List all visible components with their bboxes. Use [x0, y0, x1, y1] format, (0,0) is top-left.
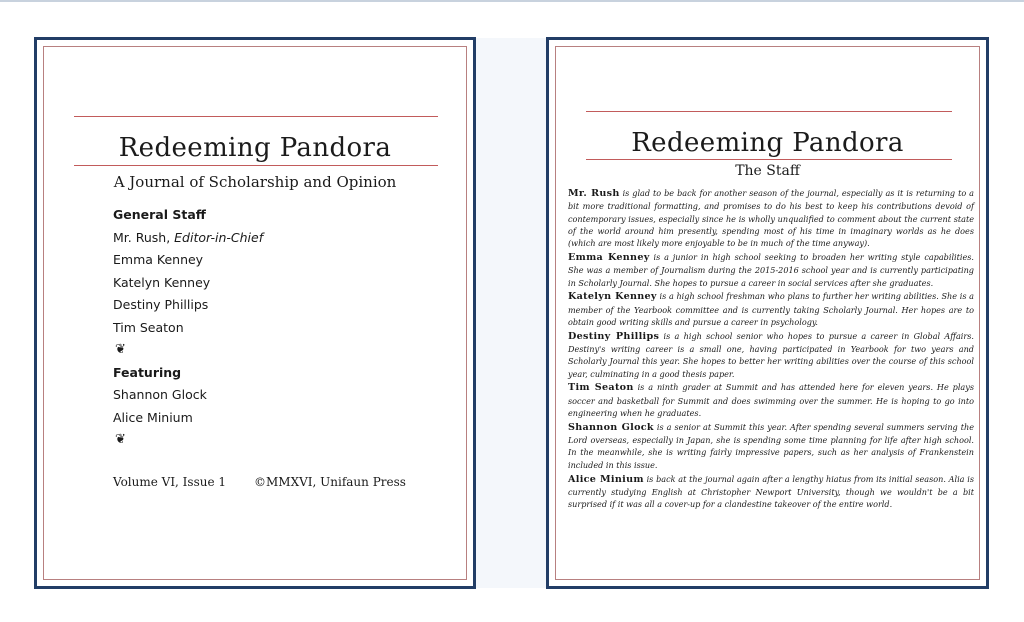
copyright: ©MMXVI, Unifaun Press	[254, 475, 406, 489]
fleuron-ornament-icon: ❦	[115, 432, 126, 447]
page-subtitle: A Journal of Scholarship and Opinion	[113, 173, 397, 191]
featured-item: Alice Minium	[113, 409, 193, 425]
bio-paragraph	[568, 251, 974, 289]
general-staff-heading: General Staff	[113, 207, 206, 222]
bio-paragraph	[568, 187, 974, 249]
left-page-inner-frame	[43, 46, 467, 580]
page-subtitle: The Staff	[735, 163, 800, 179]
title-rule-top	[74, 116, 438, 117]
bio-text: is a high school freshman who plans to further her writing abilities. She is a member of the Yearbook committee and is currently taking Scholarly Journal. Her hopes are to obtain good writing skills and pursue a career in psychology.	[568, 291, 974, 327]
staff-item: Emma Kenney	[113, 252, 204, 267]
volume-issue: Volume VI, Issue 1	[113, 475, 227, 489]
bio-text: is back at the journal again after a lengthy hiatus from its initial season. Alia is currently studying English at Christopher Newport University, though we wouldn't be a bit surprised if it was all a cover-up for a clandestine takeover of the entire world.	[568, 473, 974, 510]
page-title: Redeeming Pandora	[118, 133, 392, 163]
bio-name: Tim Seaton	[568, 382, 634, 394]
bio-name: Mr. Rush	[568, 188, 620, 199]
bio-name: Shannon Glock	[568, 421, 654, 433]
right-page-inner-frame	[555, 46, 980, 580]
right-page[interactable]	[546, 37, 989, 589]
bio-text: is a senior at Summit this year. After spending several summers serving the Lord overseas, especially in Japan, she is spending some time planning for life after high school. In the meanwhile, she is writing fairly impressive papers, such as her analysis of Frankenstein included in this issue.	[568, 421, 974, 470]
staff-item: Katelyn Kenney	[113, 274, 211, 290]
title-rule-bottom	[586, 159, 952, 160]
bio-paragraph	[568, 330, 974, 380]
bio-text: is a high school senior who hopes to pursue a career in Global Affairs. Destiny's writing career is a small one, having participated in Yearbook for two years and Scholarly Journal this year. She hopes to better her writing abilities over the course of this school year, culminating in a good thesis paper.	[568, 330, 974, 379]
staff-name: Mr. Rush,	[113, 229, 175, 245]
featuring-heading: Featuring	[113, 364, 182, 380]
bio-paragraph	[568, 290, 974, 328]
staff-role: Editor-in-Chief	[174, 229, 264, 245]
fleuron-ornament-icon: ❦	[115, 342, 126, 357]
bio-paragraph	[568, 421, 974, 471]
bio-text: is a junior in high school seeking to broaden her writing style capabilities. She was a member of Journalism during the 2015-2016 school year and is currently participating in Scholarly Journal. She hopes to pursue a career in social services after she graduates.	[568, 251, 974, 288]
staff-list	[113, 204, 453, 452]
staff-item	[113, 227, 453, 250]
bio-name: Emma Kenney	[568, 251, 650, 263]
bio-text: is glad to be back for another season of the journal, especially as it is returning to a bit more traditional formatting, and promises to do his best to keep his contributions devoid of contemporary issues, especially since he is wholly unqualified to comment about the current state of the world around him presently, spending most of his time in imaginary worlds as he does (which are most likely more enjoyable to be in much of the time anyway).	[568, 188, 974, 249]
bio-text: is a ninth grader at Summit and has attended here for eleven years. He plays soccer and basketball for Summit and does swimming over the summer. He is hoping to go into engineering when he graduates.	[568, 382, 974, 419]
bio-name: Destiny Phillips	[568, 330, 660, 342]
featured-item: Shannon Glock	[113, 387, 207, 402]
left-page[interactable]	[34, 37, 476, 589]
top-rule	[0, 0, 1024, 2]
staff-bios	[568, 187, 974, 512]
page-title: Redeeming Pandora	[631, 128, 904, 158]
staff-item: Destiny Phillips	[113, 297, 209, 312]
staff-item: Tim Seaton	[113, 319, 184, 335]
page-gutter	[475, 38, 547, 588]
bio-paragraph	[568, 381, 974, 419]
bio-name: Katelyn Kenney	[568, 291, 657, 303]
title-rule-bottom	[74, 165, 438, 166]
bio-name: Alice Minium	[568, 473, 644, 485]
bio-paragraph	[568, 473, 974, 511]
title-rule-top	[586, 111, 952, 112]
